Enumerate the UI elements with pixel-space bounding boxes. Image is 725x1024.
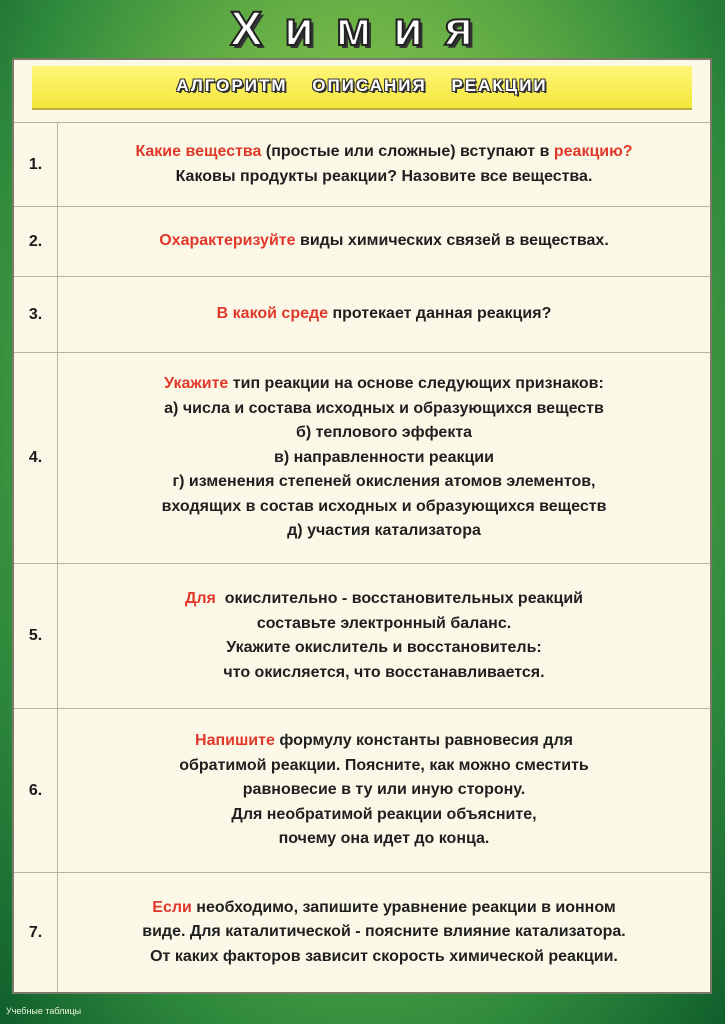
step-text <box>60 709 708 872</box>
body-text: Укажите окислитель и восстановитель: <box>226 639 542 656</box>
step-line <box>243 778 525 803</box>
step-line <box>172 470 595 495</box>
step-row-7 <box>14 872 710 992</box>
step-line <box>176 165 593 190</box>
step-line <box>150 945 618 970</box>
step-text <box>60 564 708 708</box>
step-row-1 <box>14 122 710 206</box>
footer-label: Учебные таблицы <box>6 1006 82 1016</box>
step-line <box>274 446 494 471</box>
step-line <box>279 827 490 852</box>
step-number: 6. <box>14 709 58 872</box>
body-text: (простые или сложные) вступают в <box>261 143 554 160</box>
step-text <box>60 353 708 563</box>
highlight-text: Напишите <box>195 732 275 750</box>
step-row-4 <box>14 352 710 563</box>
step-line <box>185 587 583 612</box>
body-text: равновесие в ту или иную сторону. <box>242 781 526 799</box>
step-text <box>60 207 708 276</box>
body-text: что окисляется, что восстанавливается. <box>223 663 545 681</box>
body-text: г) изменения степеней окисления атомов элементов, <box>172 473 596 491</box>
step-line <box>223 661 544 686</box>
step-row-2 <box>14 206 710 276</box>
step-number: 1. <box>14 123 58 206</box>
body-text: протекает данная реакция? <box>328 305 552 323</box>
step-row-6 <box>14 708 710 872</box>
step-line <box>226 636 541 661</box>
step-line <box>164 372 604 397</box>
highlight-text: Охарактеризуйте <box>159 232 296 250</box>
step-line <box>257 612 511 637</box>
body-text: формулу константы равновесия для <box>274 732 573 750</box>
page-title: Химия <box>230 3 495 56</box>
highlight-text: Для <box>184 590 216 607</box>
step-row-5 <box>14 563 710 708</box>
highlight-text: Какие вещества <box>135 143 262 160</box>
algorithm-panel <box>12 58 712 994</box>
body-text: тип реакции на основе следующих признаков: <box>228 375 604 393</box>
body-text: виды химических связей в веществах. <box>295 232 609 250</box>
subtitle-text: АЛГОРИТМ ОПИСАНИЯ РЕАКЦИИ <box>176 76 548 95</box>
highlight-text: Укажите <box>164 375 229 393</box>
body-text: почему она идет до конца. <box>278 830 490 848</box>
step-text <box>60 873 708 992</box>
step-line <box>135 140 632 165</box>
body-text: д) участия катализатора <box>287 522 481 540</box>
step-line <box>179 754 589 779</box>
body-text: входящих в состав исходных и образующихся веществ <box>161 497 607 515</box>
step-text <box>60 277 708 352</box>
highlight-text: В какой среде <box>216 305 329 323</box>
step-line <box>159 229 609 254</box>
body-text: окислительно - восстановительных реакций <box>215 590 584 607</box>
step-number: 7. <box>14 873 58 992</box>
highlight-text: Если <box>152 898 192 916</box>
step-line <box>142 920 626 945</box>
body-text: а) числа и состава исходных и образующихся веществ <box>164 399 604 417</box>
step-row-3 <box>14 276 710 352</box>
body-text: От каких факторов зависит скорость химической реакции. <box>150 947 618 965</box>
body-text: необходимо, запишите уравнение реакции в ионном <box>191 898 616 916</box>
highlight-text: реакцию? <box>553 143 633 160</box>
step-number: 3. <box>14 277 58 352</box>
step-line <box>231 803 536 828</box>
step-number: 5. <box>14 564 58 708</box>
step-line <box>217 302 552 327</box>
body-text: Для необратимой реакции объясните, <box>231 805 537 823</box>
step-number: 4. <box>14 353 58 563</box>
subtitle-banner <box>32 66 692 110</box>
body-text: б) теплового эффекта <box>295 424 473 442</box>
step-line <box>287 519 481 544</box>
step-line <box>152 896 615 921</box>
step-line <box>164 397 604 422</box>
body-text: составьте электронный баланс. <box>256 614 512 632</box>
step-number: 2. <box>14 207 58 276</box>
step-line <box>162 495 607 520</box>
step-line <box>296 421 472 446</box>
body-text: в) направленности реакции <box>274 448 494 466</box>
step-line <box>195 729 573 754</box>
body-text: обратимой реакции. Поясните, как можно сместить <box>179 756 589 774</box>
body-text: виде. Для каталитической - поясните влияние катализатора. <box>142 923 626 941</box>
body-text: Каковы продукты реакции? Назовите все вещества. <box>175 167 593 185</box>
step-text <box>60 123 708 206</box>
